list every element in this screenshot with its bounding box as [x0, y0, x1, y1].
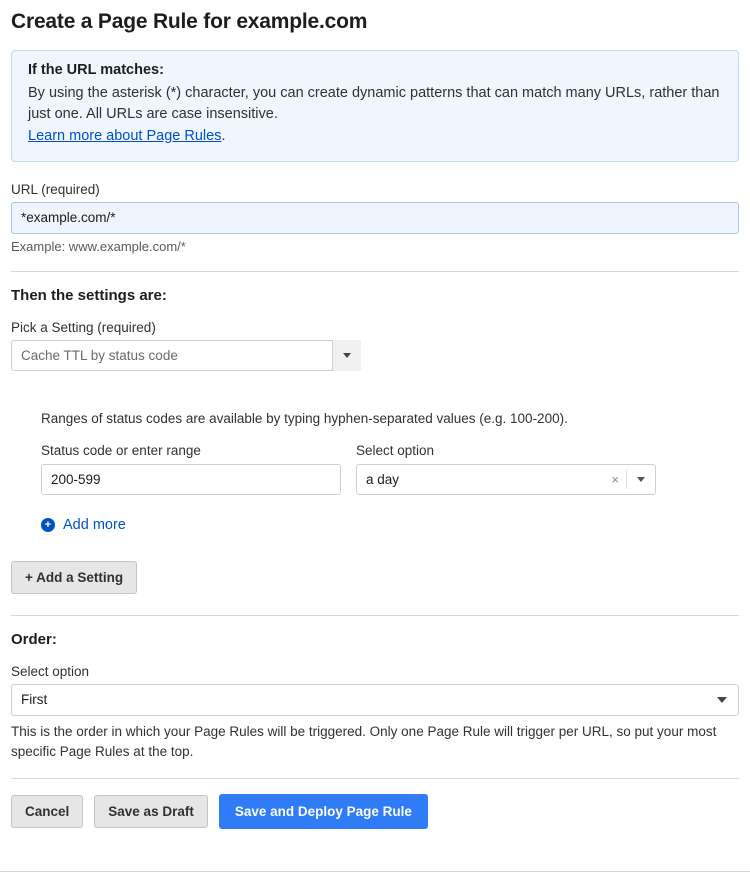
settings-section-title: Then the settings are: — [11, 286, 167, 304]
order-select-label: Select option — [11, 663, 90, 679]
url-input[interactable] — [11, 202, 739, 234]
pick-setting-value: Cache TTL by status code — [21, 347, 178, 363]
divider-order — [11, 615, 739, 616]
combo-separator — [626, 470, 627, 489]
select-option-field — [356, 443, 656, 495]
cache-ttl-settings — [41, 411, 739, 533]
status-option-row — [41, 443, 739, 495]
order-select-value: First — [21, 692, 48, 708]
save-as-draft-button[interactable]: Save as Draft — [94, 795, 208, 828]
learn-more-page-rules-link[interactable]: Learn more about Page Rules — [28, 127, 222, 144]
plus-icon: + — [41, 518, 55, 532]
status-code-label: Status code or enter range — [41, 442, 201, 458]
pick-setting-select[interactable] — [11, 340, 361, 371]
chevron-down-icon[interactable] — [332, 340, 361, 371]
status-code-input[interactable] — [41, 464, 341, 495]
url-helper-text: Example: www.example.com/* — [11, 238, 186, 254]
ttl-option-combobox[interactable] — [356, 464, 656, 495]
add-more-button[interactable] — [41, 517, 739, 533]
add-a-setting-button[interactable]: + Add a Setting — [11, 561, 137, 594]
url-match-info-box — [11, 50, 739, 162]
clear-icon[interactable]: × — [611, 471, 619, 487]
info-box-text — [28, 83, 722, 147]
ttl-option-value: a day — [366, 471, 400, 487]
form-footer — [11, 794, 739, 829]
chevron-down-icon[interactable] — [717, 697, 727, 703]
url-label: URL (required) — [11, 181, 100, 197]
info-box-body: By using the asterisk (*) character, you can create dynamic patterns that can match many URLs, rather than just one. All URLs are case insensitive. — [28, 85, 720, 123]
page-rule-form — [0, 10, 750, 829]
divider-settings — [11, 271, 739, 272]
status-range-note: Ranges of status codes are available by typing hyphen-separated values (e.g. 100-200). — [41, 410, 568, 426]
page-title: Create a Page Rule for example.com — [11, 10, 368, 33]
status-code-field — [41, 443, 341, 495]
order-help-text: This is the order in which your Page Rules will be triggered. Only one Page Rule will trigger per URL, so put your most specific Page Rules at the top. — [11, 723, 717, 759]
select-option-label: Select option — [356, 442, 435, 458]
order-select[interactable] — [11, 684, 739, 716]
info-box-link-suffix: . — [221, 127, 226, 144]
pick-setting-label: Pick a Setting (required) — [11, 319, 156, 335]
add-more-label: Add more — [63, 516, 126, 533]
save-and-deploy-button[interactable]: Save and Deploy Page Rule — [219, 794, 428, 829]
cancel-button[interactable]: Cancel — [11, 795, 83, 828]
order-section-title: Order: — [11, 630, 57, 648]
chevron-down-icon[interactable] — [637, 477, 645, 482]
divider-footer — [11, 778, 739, 779]
pick-setting-select-wrap — [11, 340, 361, 371]
info-box-title: If the URL matches: — [28, 62, 164, 78]
